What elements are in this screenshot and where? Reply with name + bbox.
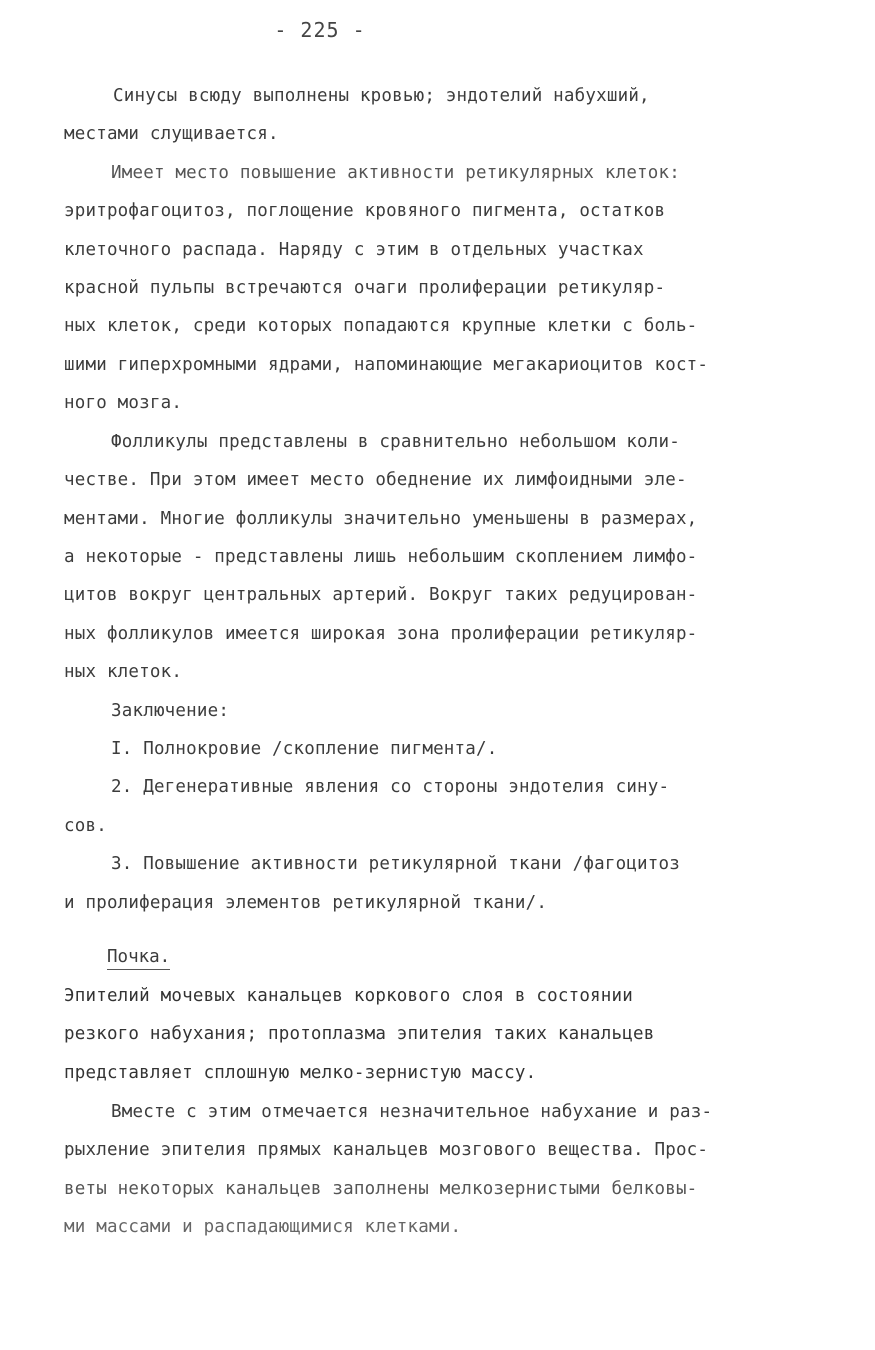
text-line: ми массами и распадающимися клетками.	[64, 1217, 462, 1237]
text-line: местами слущивается.	[64, 124, 279, 144]
text-line: красной пульпы встречаются очаги пролиферации ретикуляр-	[64, 278, 666, 298]
page-number: - 225 -	[274, 18, 366, 42]
text-line: резкого набухания; протоплазма эпителия таких канальцев	[64, 1024, 655, 1044]
text-line: представляет сплошную мелко-зернистую массу.	[64, 1063, 537, 1083]
text-line: сов.	[64, 816, 107, 836]
text-line: ного мозга.	[64, 393, 183, 413]
text-line: рыхление эпителия прямых канальцев мозгового вещества. Прос-	[64, 1140, 709, 1160]
text-line: и пролиферация элементов ретикулярной ткани/.	[64, 893, 548, 913]
text-line: а некоторые - представлены лишь небольшим скоплением лимфо-	[64, 547, 698, 567]
text-line: честве. При этом имеет место обеднение их лимфоидными эле-	[64, 470, 687, 490]
text-line: ных клеток, среди которых попадаются крупные клетки с боль-	[64, 316, 698, 336]
text-line: Имеет место повышение активности ретикулярных клеток:	[111, 163, 681, 183]
conclusion-item-2: 2. Дегенеративные явления со стороны эндотелия сину-	[111, 777, 670, 797]
conclusion-item-1: I. Полнокровие /скопление пигмента/.	[111, 739, 498, 759]
text-line: ных фолликулов имеется широкая зона пролиферации ретикуляр-	[64, 624, 698, 644]
text-line: цитов вокруг центральных артерий. Вокруг таких редуцирован-	[64, 585, 698, 605]
text-line: шими гиперхромными ядрами, напоминающие мегакариоцитов кост-	[64, 355, 709, 375]
conclusion-item-3: 3. Повышение активности ретикулярной ткани /фагоцитоз	[111, 854, 681, 874]
text-line: Фолликулы представлены в сравнительно небольшом коли-	[111, 432, 681, 452]
text-line: ментами. Многие фолликулы значительно уменьшены в размерах,	[64, 509, 698, 529]
section-title-kidney: Почка.	[107, 947, 170, 970]
text-line: Синусы всюду выполнены кровью; эндотелий набухший,	[113, 86, 650, 106]
text-line: веты некоторых канальцев заполнены мелкозернистыми белковы-	[64, 1179, 698, 1199]
conclusion-heading: Заключение:	[111, 701, 230, 721]
text-line: Вместе с этим отмечается незначительное набухание и раз-	[111, 1102, 713, 1122]
text-line: ных клеток.	[64, 662, 183, 682]
text-line: эритрофагоцитоз, поглощение кровяного пигмента, остатков	[64, 201, 666, 221]
text-line: Эпителий мочевых канальцев коркового слоя в состоянии	[64, 986, 634, 1006]
text-line: клеточного распада. Наряду с этим в отдельных участках	[64, 240, 644, 260]
